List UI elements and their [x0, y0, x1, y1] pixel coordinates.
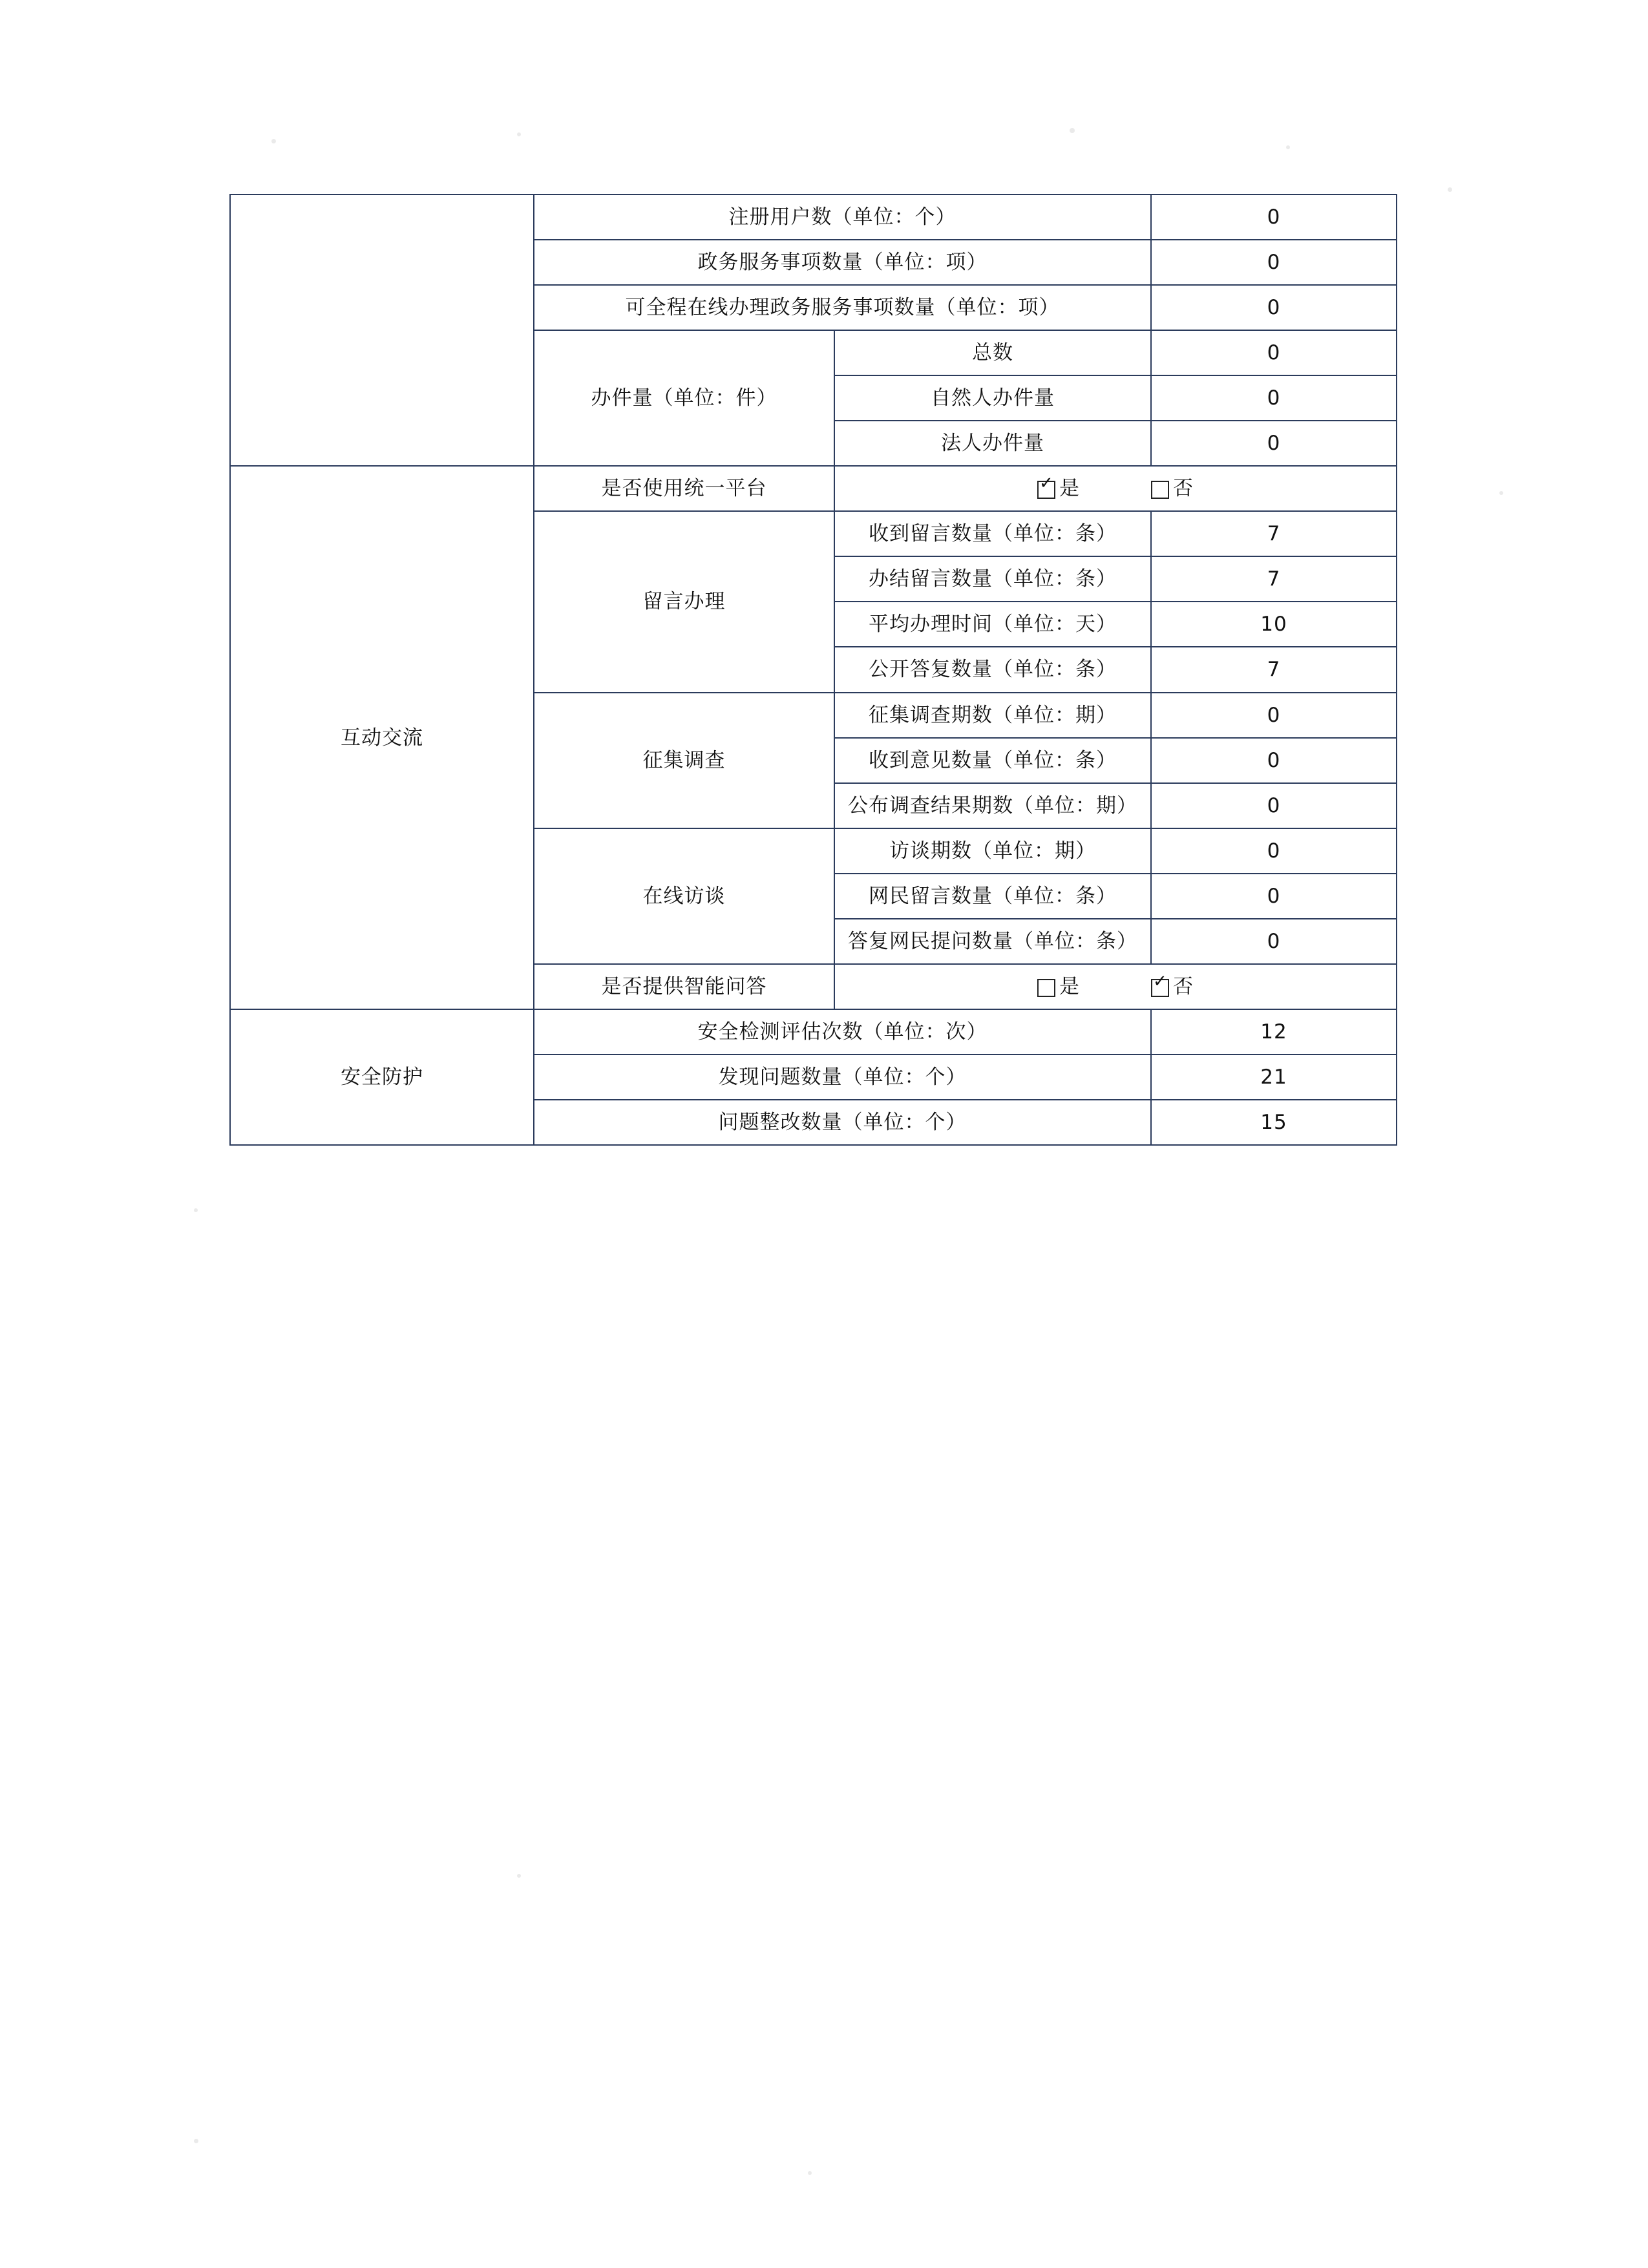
sub-label: 公开答复数量（单位：条） — [834, 647, 1151, 692]
paper-speck — [1448, 187, 1452, 192]
row-label: 注册用户数（单位：个） — [534, 194, 1151, 240]
sub-value: 0 — [1151, 421, 1397, 466]
sub-value: 7 — [1151, 647, 1397, 692]
paper-speck — [1286, 145, 1290, 149]
paper-speck — [194, 1208, 198, 1212]
checkbox-label: 否 — [1173, 477, 1194, 501]
paper-speck — [517, 132, 521, 136]
sub-label: 征集调查期数（单位：期） — [834, 693, 1151, 738]
sub-label: 法人办件量 — [834, 421, 1151, 466]
row-value: 0 — [1151, 285, 1397, 330]
row-label: 安全检测评估次数（单位：次） — [534, 1009, 1151, 1055]
checkbox-icon-empty[interactable] — [1037, 979, 1055, 997]
checkbox-group-smart-qa[interactable] — [834, 964, 1397, 1009]
sub-label: 答复网民提问数量（单位：条） — [834, 919, 1151, 964]
sub-value: 10 — [1151, 602, 1397, 647]
row-value: 21 — [1151, 1055, 1397, 1100]
paper-speck — [1070, 128, 1075, 133]
sub-label: 平均办理时间（单位：天） — [834, 602, 1151, 647]
row-value: 0 — [1151, 194, 1397, 240]
sub-value: 0 — [1151, 828, 1397, 874]
sub-label: 收到留言数量（单位：条） — [834, 511, 1151, 556]
category-cell-interaction: 互动交流 — [230, 466, 534, 1009]
checkbox-label: 否 — [1173, 974, 1194, 998]
sub-value: 0 — [1151, 375, 1397, 421]
paper-speck — [517, 1874, 521, 1878]
group-label-survey: 征集调查 — [534, 693, 834, 828]
row-label-unified-platform: 是否使用统一平台 — [534, 466, 834, 511]
document-page — [229, 194, 1396, 1146]
sub-value: 0 — [1151, 330, 1397, 375]
checkbox-option-yes[interactable] — [1037, 971, 1080, 1002]
sub-label: 收到意见数量（单位：条） — [834, 738, 1151, 783]
checkbox-option-yes[interactable] — [1037, 473, 1080, 504]
category-cell-security: 安全防护 — [230, 1009, 534, 1145]
checkbox-label: 是 — [1059, 974, 1080, 998]
checkbox-option-no[interactable] — [1151, 971, 1194, 1002]
paper-speck — [194, 2139, 198, 2143]
row-label: 问题整改数量（单位：个） — [534, 1100, 1151, 1145]
row-value: 0 — [1151, 240, 1397, 285]
sub-value: 0 — [1151, 738, 1397, 783]
group-label-banjianliang: 办件量（单位：件） — [534, 330, 834, 466]
row-label: 政务服务事项数量（单位：项） — [534, 240, 1151, 285]
sub-label: 访谈期数（单位：期） — [834, 828, 1151, 874]
paper-speck — [1499, 491, 1503, 495]
row-label-smart-qa: 是否提供智能问答 — [534, 964, 834, 1009]
annual-report-table — [229, 194, 1397, 1146]
checkbox-icon-checked[interactable] — [1037, 481, 1055, 499]
checkbox-label: 是 — [1059, 477, 1080, 501]
table-row — [230, 1009, 1397, 1055]
table-row — [230, 194, 1397, 240]
sub-value: 0 — [1151, 874, 1397, 919]
row-value: 15 — [1151, 1100, 1397, 1145]
row-label: 可全程在线办理政务服务事项数量（单位：项） — [534, 285, 1151, 330]
sub-value: 7 — [1151, 556, 1397, 602]
sub-value: 0 — [1151, 783, 1397, 828]
sub-label: 总数 — [834, 330, 1151, 375]
sub-label: 公布调查结果期数（单位：期） — [834, 783, 1151, 828]
paper-speck — [808, 2171, 812, 2175]
paper-speck — [271, 139, 276, 143]
sub-value: 0 — [1151, 919, 1397, 964]
table-row — [230, 466, 1397, 511]
checkbox-group-unified-platform[interactable] — [834, 466, 1397, 511]
checkbox-icon-checked[interactable] — [1151, 979, 1169, 997]
sub-value: 0 — [1151, 693, 1397, 738]
row-value: 12 — [1151, 1009, 1397, 1055]
sub-label: 自然人办件量 — [834, 375, 1151, 421]
checkbox-icon-empty[interactable] — [1151, 481, 1169, 499]
sub-label: 办结留言数量（单位：条） — [834, 556, 1151, 602]
group-label-online-interview: 在线访谈 — [534, 828, 834, 964]
checkbox-option-no[interactable] — [1151, 473, 1194, 504]
group-label-message-handling: 留言办理 — [534, 511, 834, 692]
row-label: 发现问题数量（单位：个） — [534, 1055, 1151, 1100]
category-cell-continued — [230, 194, 534, 466]
sub-label: 网民留言数量（单位：条） — [834, 874, 1151, 919]
sub-value: 7 — [1151, 511, 1397, 556]
